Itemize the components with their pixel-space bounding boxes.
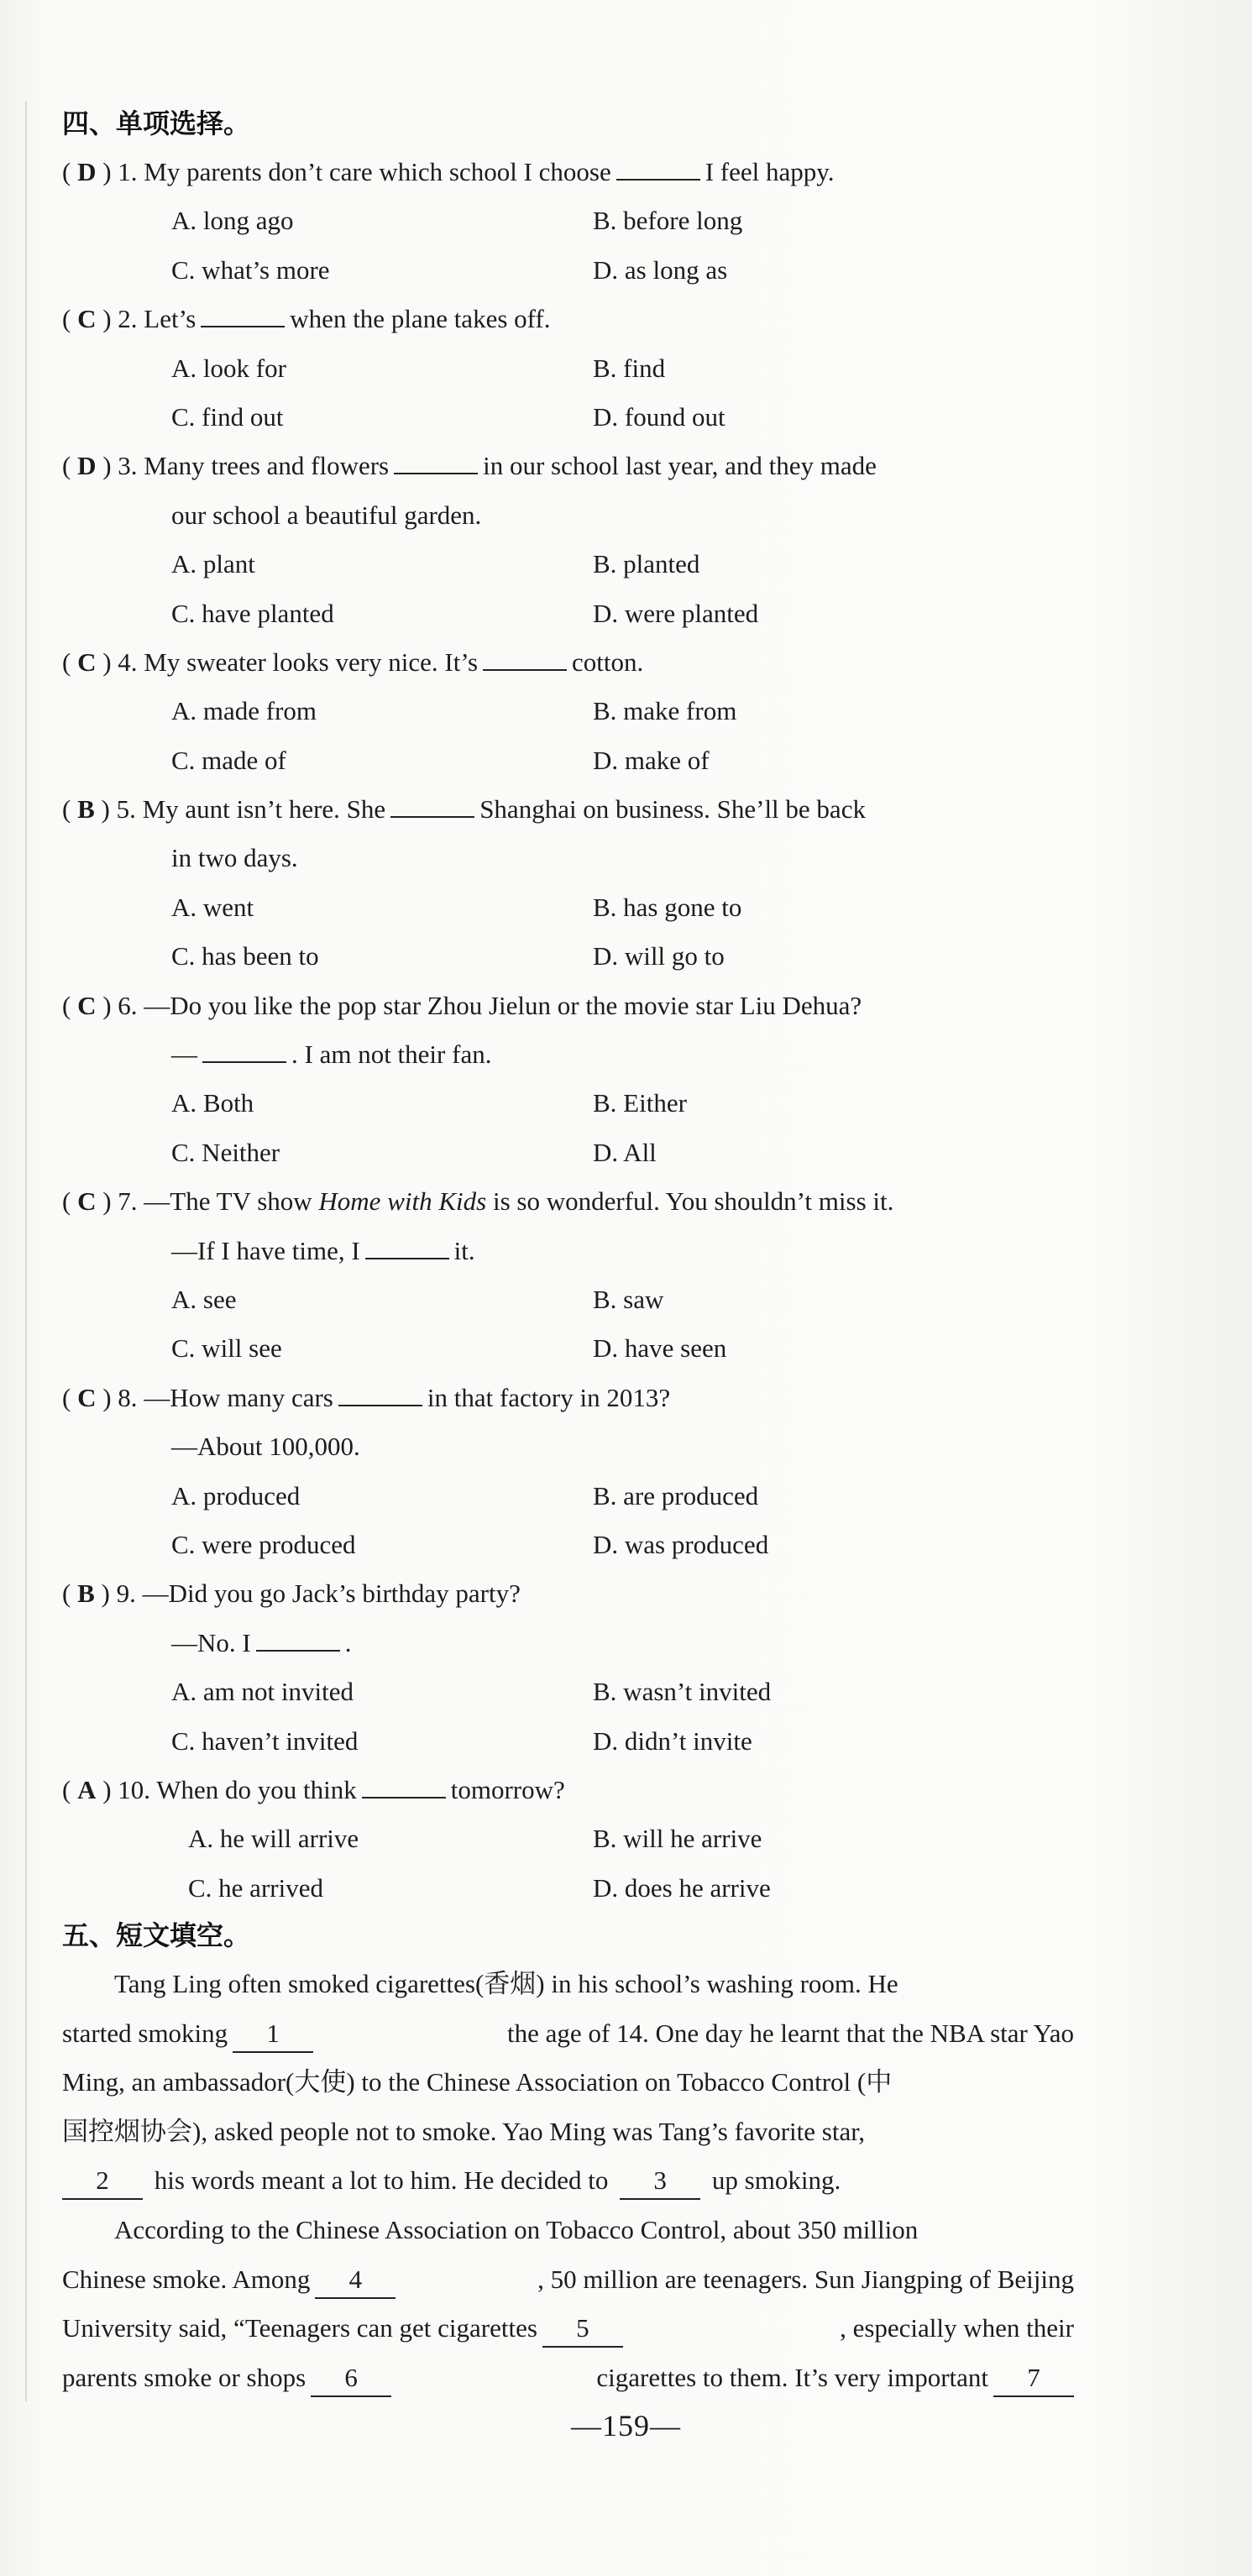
option[interactable]: B. before long — [593, 206, 743, 236]
passage — [62, 1960, 1074, 2402]
option[interactable]: B. are produced — [593, 1480, 759, 1511]
option[interactable]: C. find out — [171, 401, 284, 432]
answer-mark: B — [77, 1579, 95, 1609]
option-row — [62, 344, 1074, 393]
passage-line: 国控烟协会), asked people not to smoke. Yao Ming was Tang’s favorite star, — [62, 2116, 866, 2146]
question-text: My aunt isn’t here. She — [142, 794, 386, 825]
question-number: 5. — [116, 794, 136, 825]
option-row — [62, 1668, 1074, 1716]
section-heading: 四、单项选择。 — [62, 107, 251, 139]
passage-line: University said, “Teenagers can get cigarettes 5 , especially when their — [62, 2304, 1074, 2353]
dialogue-reply: —If I have time, I it. — [62, 1227, 1074, 1275]
answer-blank[interactable] — [483, 641, 567, 671]
question-stem-continued: in two days. — [171, 843, 298, 873]
option-row — [62, 736, 1074, 785]
option[interactable]: C. what’s more — [171, 254, 330, 285]
question-list — [62, 148, 1074, 1913]
blank-1[interactable]: 1 — [233, 2016, 313, 2053]
question-stem-continued: our school a beautiful garden. — [171, 500, 482, 530]
answer-mark: A — [77, 1774, 97, 1804]
question-text: —Did you go Jack’s birthday party? — [142, 1579, 521, 1609]
answer-mark: C — [77, 647, 97, 677]
option-row — [62, 1717, 1074, 1766]
option-row — [62, 1472, 1074, 1521]
option[interactable]: D. All — [593, 1137, 657, 1167]
option[interactable]: D. didn’t invite — [593, 1725, 752, 1756]
question-stem: ( A ) 10. When do you think tomorrow? — [62, 1766, 1074, 1814]
question-text: Many trees and flowers — [144, 451, 390, 481]
option[interactable]: D. make of — [593, 745, 710, 775]
option[interactable]: A. look for — [171, 353, 286, 383]
blank-7[interactable]: 7 — [993, 2360, 1074, 2397]
option-row — [62, 1079, 1074, 1128]
answer-blank[interactable] — [616, 150, 700, 181]
option[interactable]: C. has been to — [171, 941, 319, 971]
answer-blank[interactable] — [202, 1033, 286, 1063]
option-row — [62, 1814, 1074, 1863]
question-number: 3. — [118, 451, 138, 481]
question-text: When do you think — [156, 1774, 357, 1804]
option-row — [62, 883, 1074, 932]
answer-mark: C — [77, 1186, 97, 1217]
option[interactable]: D. as long as — [593, 254, 728, 285]
option[interactable]: A. made from — [171, 696, 317, 726]
blank-4[interactable]: 4 — [315, 2262, 396, 2299]
option[interactable]: D. were planted — [593, 598, 759, 628]
option[interactable]: A. produced — [171, 1480, 301, 1511]
blank-3[interactable]: 3 — [620, 2163, 700, 2200]
option[interactable]: A. he will arrive — [188, 1824, 359, 1854]
question-number: 10. — [118, 1774, 151, 1804]
option-row — [62, 1324, 1074, 1373]
question-text: My sweater looks very nice. It’s — [144, 647, 479, 677]
answer-mark: C — [77, 304, 97, 334]
show-title: Home with Kids — [318, 1186, 487, 1217]
option[interactable]: A. am not invited — [171, 1677, 354, 1707]
blank-5[interactable]: 5 — [542, 2311, 623, 2348]
option[interactable]: C. will see — [171, 1333, 282, 1364]
option-row — [62, 1275, 1074, 1324]
passage-line: Chinese smoke. Among 4 , 50 million are teenagers. Sun Jiangping of Beijing — [62, 2255, 1074, 2305]
question-stem: ( C ) 7. —The TV show Home with Kids is so wonderful. You shouldn’t miss it. — [62, 1186, 894, 1217]
option-row — [62, 932, 1074, 981]
option[interactable]: C. haven’t invited — [171, 1725, 359, 1756]
question-text: —How many cars — [144, 1382, 333, 1412]
option-row — [62, 687, 1074, 736]
question-stem: ( C ) 6. —Do you like the pop star Zhou Jielun or the movie star Liu Dehua? — [62, 990, 862, 1020]
question-stem: ( C ) 2. Let’s when the plane takes off. — [62, 295, 1074, 343]
answer-blank[interactable] — [256, 1621, 340, 1652]
question-stem: ( B ) 5. My aunt isn’t here. She Shanghai on business. She’ll be back — [62, 785, 1074, 834]
answer-mark: D — [77, 451, 97, 481]
answer-mark: B — [77, 794, 95, 825]
option-row — [62, 1521, 1074, 1569]
answer-blank[interactable] — [201, 297, 285, 327]
option-row — [62, 196, 1074, 245]
option[interactable]: B. Either — [593, 1088, 687, 1118]
option[interactable]: B. find — [593, 353, 666, 383]
passage-line: parents smoke or shops 6 cigarettes to them. It’s very important 7 — [62, 2353, 1074, 2403]
question-text: My parents don’t care which school I choose — [144, 157, 611, 186]
answer-blank[interactable] — [362, 1768, 446, 1798]
dialogue-reply: —About 100,000. — [171, 1432, 360, 1462]
question-number: 4. — [118, 647, 138, 677]
answer-blank[interactable] — [365, 1229, 449, 1259]
option[interactable]: B. make from — [593, 696, 737, 726]
option[interactable]: C. made of — [171, 745, 286, 775]
option[interactable]: B. wasn’t invited — [593, 1677, 772, 1707]
passage-line: Tang Ling often smoked cigarettes(香烟) in his school’s washing room. He — [114, 1969, 898, 1999]
option[interactable]: D. will go to — [593, 941, 725, 971]
question-number: 9. — [116, 1579, 136, 1609]
answer-blank[interactable] — [390, 788, 474, 818]
option[interactable]: D. was produced — [593, 1529, 769, 1559]
option[interactable]: C. he arrived — [188, 1872, 323, 1903]
option[interactable]: C. were produced — [171, 1529, 356, 1559]
option-row — [62, 393, 1074, 442]
blank-6[interactable]: 6 — [311, 2360, 391, 2397]
question-stem: ( D ) 1. My parents don’t care which school I choose I feel happy. — [62, 148, 1074, 196]
question-text: —Do you like the pop star Zhou Jielun or the movie star Liu Dehua? — [144, 990, 862, 1020]
blank-2[interactable]: 2 — [62, 2163, 143, 2200]
option-row — [62, 589, 1074, 638]
option-row — [62, 1864, 1074, 1913]
question-number: 7. — [118, 1186, 138, 1217]
passage-line: Ming, an ambassador(大使) to the Chinese Association on Tobacco Control (中 — [62, 2067, 893, 2097]
question-stem: ( C ) 4. My sweater looks very nice. It’s cotton. — [62, 638, 1074, 687]
option[interactable]: A. plant — [171, 549, 255, 579]
passage-line: According to the Chinese Association on Tobacco Control, about 350 million — [114, 2215, 919, 2245]
question-number: 6. — [118, 990, 138, 1020]
option[interactable]: C. Neither — [171, 1137, 280, 1167]
question-number: 1. — [118, 157, 138, 186]
section-heading: 五、短文填空。 — [62, 1919, 251, 1952]
question-stem: ( B ) 9. —Did you go Jack’s birthday party? — [62, 1579, 521, 1609]
answer-mark: C — [77, 990, 97, 1020]
option[interactable]: A. long ago — [171, 206, 294, 236]
binding-margin-line — [25, 101, 27, 2401]
option-row — [62, 246, 1074, 295]
option[interactable]: B. will he arrive — [593, 1824, 762, 1854]
option[interactable]: A. Both — [171, 1088, 254, 1118]
question-number: 8. — [118, 1382, 138, 1412]
answer-mark: C — [77, 1382, 97, 1412]
option[interactable]: D. does he arrive — [593, 1872, 771, 1903]
option[interactable]: D. found out — [593, 401, 726, 432]
page-number: —159— — [571, 2409, 681, 2442]
question-stem: ( D ) 3. Many trees and flowers in our school last year, and they made — [62, 442, 1074, 490]
option[interactable]: B. saw — [593, 1284, 664, 1314]
option[interactable]: C. have planted — [171, 598, 334, 628]
dialogue-reply: —No. I . — [62, 1619, 1074, 1668]
option[interactable]: A. see — [171, 1284, 237, 1314]
option-row — [62, 540, 1074, 589]
answer-mark: D — [77, 157, 97, 186]
option-row — [62, 1128, 1074, 1177]
answer-blank[interactable] — [338, 1376, 422, 1406]
question-stem: ( C ) 8. —How many cars in that factory in 2013? — [62, 1374, 1074, 1422]
passage-line: 2 his words meant a lot to him. He decided to 3 up smoking. — [62, 2156, 1074, 2206]
option[interactable]: A. went — [171, 892, 254, 922]
answer-blank[interactable] — [394, 444, 478, 474]
question-number: 2. — [118, 304, 138, 334]
dialogue-reply: — . I am not their fan. — [62, 1030, 1074, 1079]
option[interactable]: D. have seen — [593, 1333, 727, 1364]
option[interactable]: B. has gone to — [593, 892, 742, 922]
passage-line: started smoking 1 the age of 14. One day he learnt that the NBA star Yao — [62, 2009, 1074, 2059]
exercise-content — [62, 99, 1074, 2402]
option[interactable]: B. planted — [593, 549, 700, 579]
question-text: Let’s — [144, 304, 196, 334]
